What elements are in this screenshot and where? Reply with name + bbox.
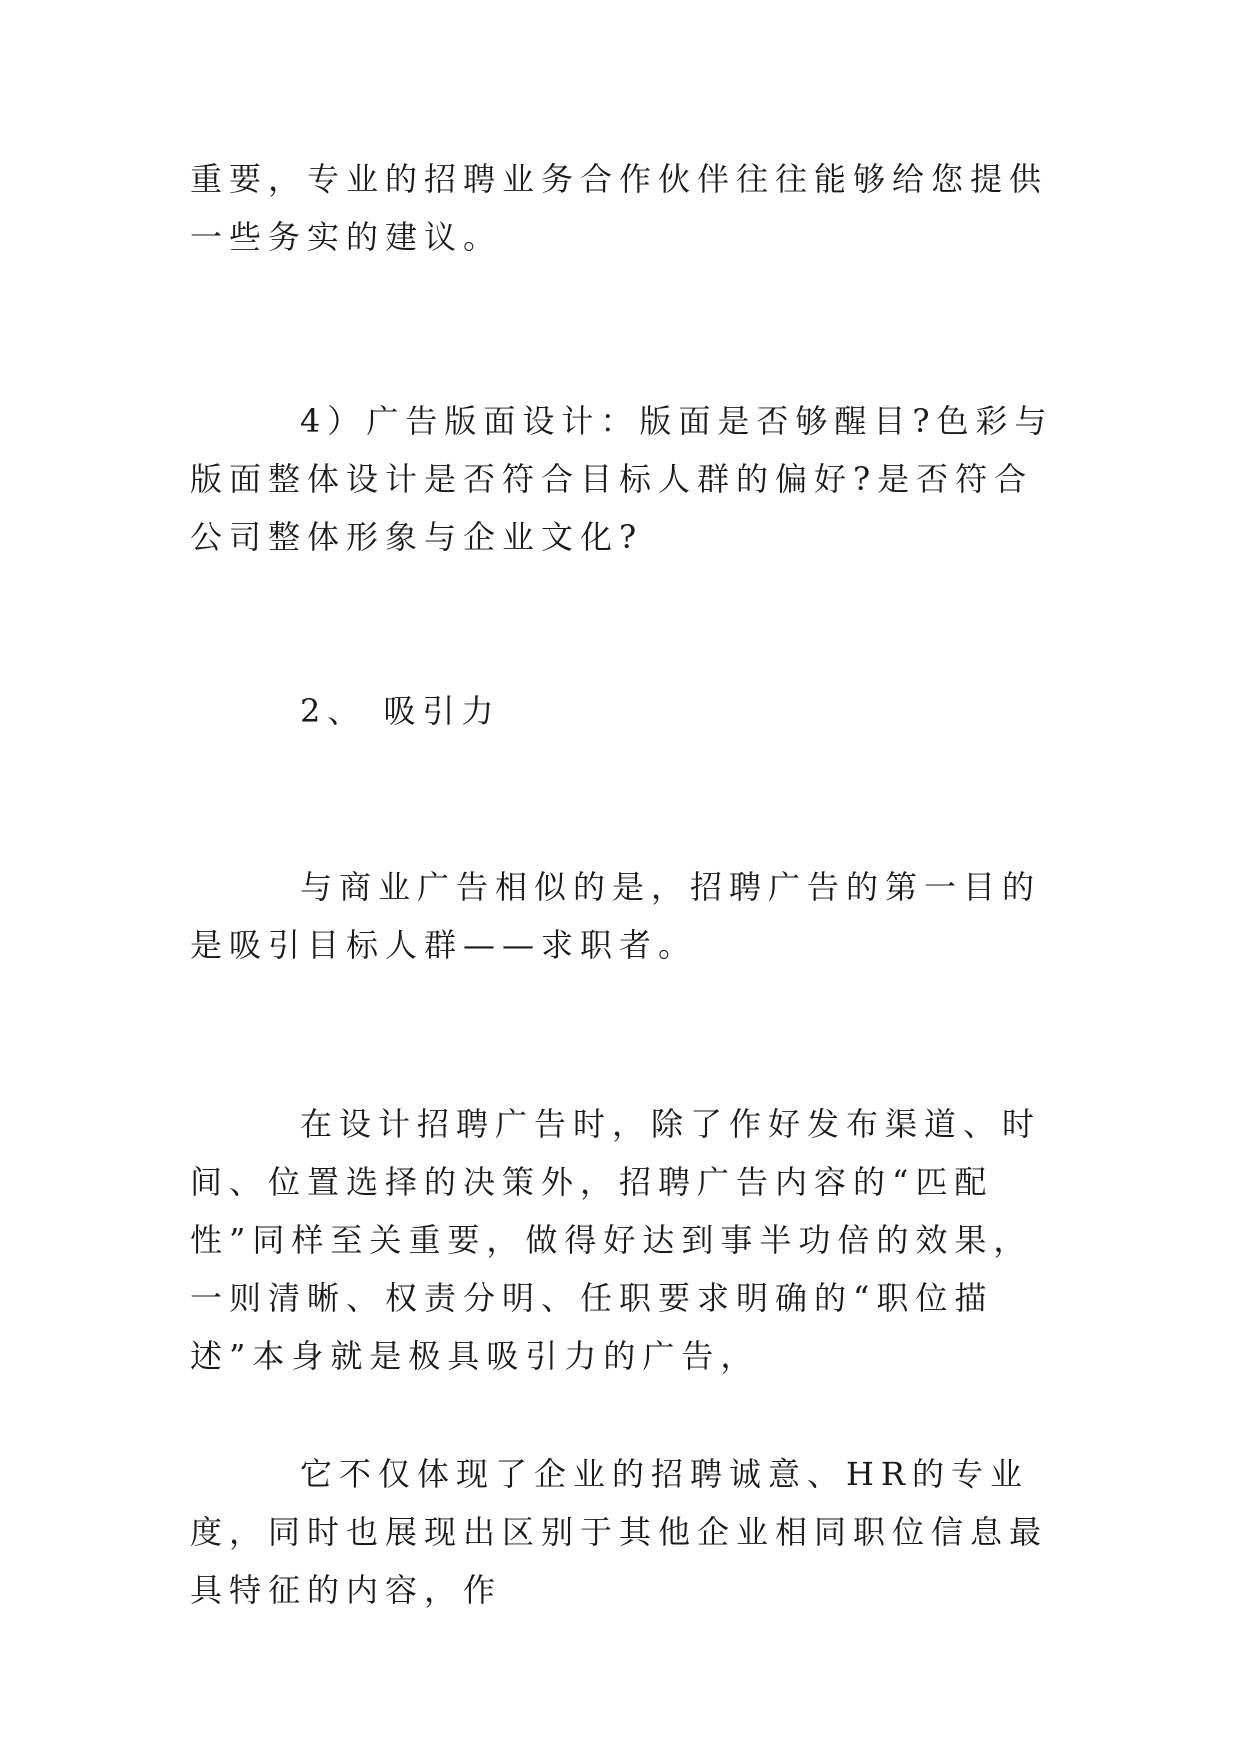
paragraph-layout-design: 4）广告版面设计：版面是否够醒目?色彩与版面整体设计是否符合目标人群的偏好?是否符合公司整体形象与企业文化?: [190, 402, 1054, 556]
paragraph-advice-continuation: 重要，专业的招聘业务合作伙伴往往能够给您提供一些务实的建议。: [190, 160, 1049, 256]
paragraph-sincerity: 它不仅体现了企业的招聘诚意、HR的专业度，同时也展现出区别于其他企业相同职位信息最具特征的内容，作: [190, 1455, 1049, 1609]
section-heading-attraction: 2、 吸引力: [300, 692, 501, 730]
paragraph-ad-design: 在设计招聘广告时，除了作好发布渠道、时间、位置选择的决策外，招聘广告内容的“匹配性”同样至关重要，做得好达到事半功倍的效果，一则清晰、权责分明、任职要求明确的“职位描述”本身就是极具吸引力的广告，: [190, 1105, 1042, 1375]
paragraph-attract-target: 与商业广告相似的是，招聘广告的第一目的是吸引目标人群——求职者。: [190, 868, 1042, 964]
